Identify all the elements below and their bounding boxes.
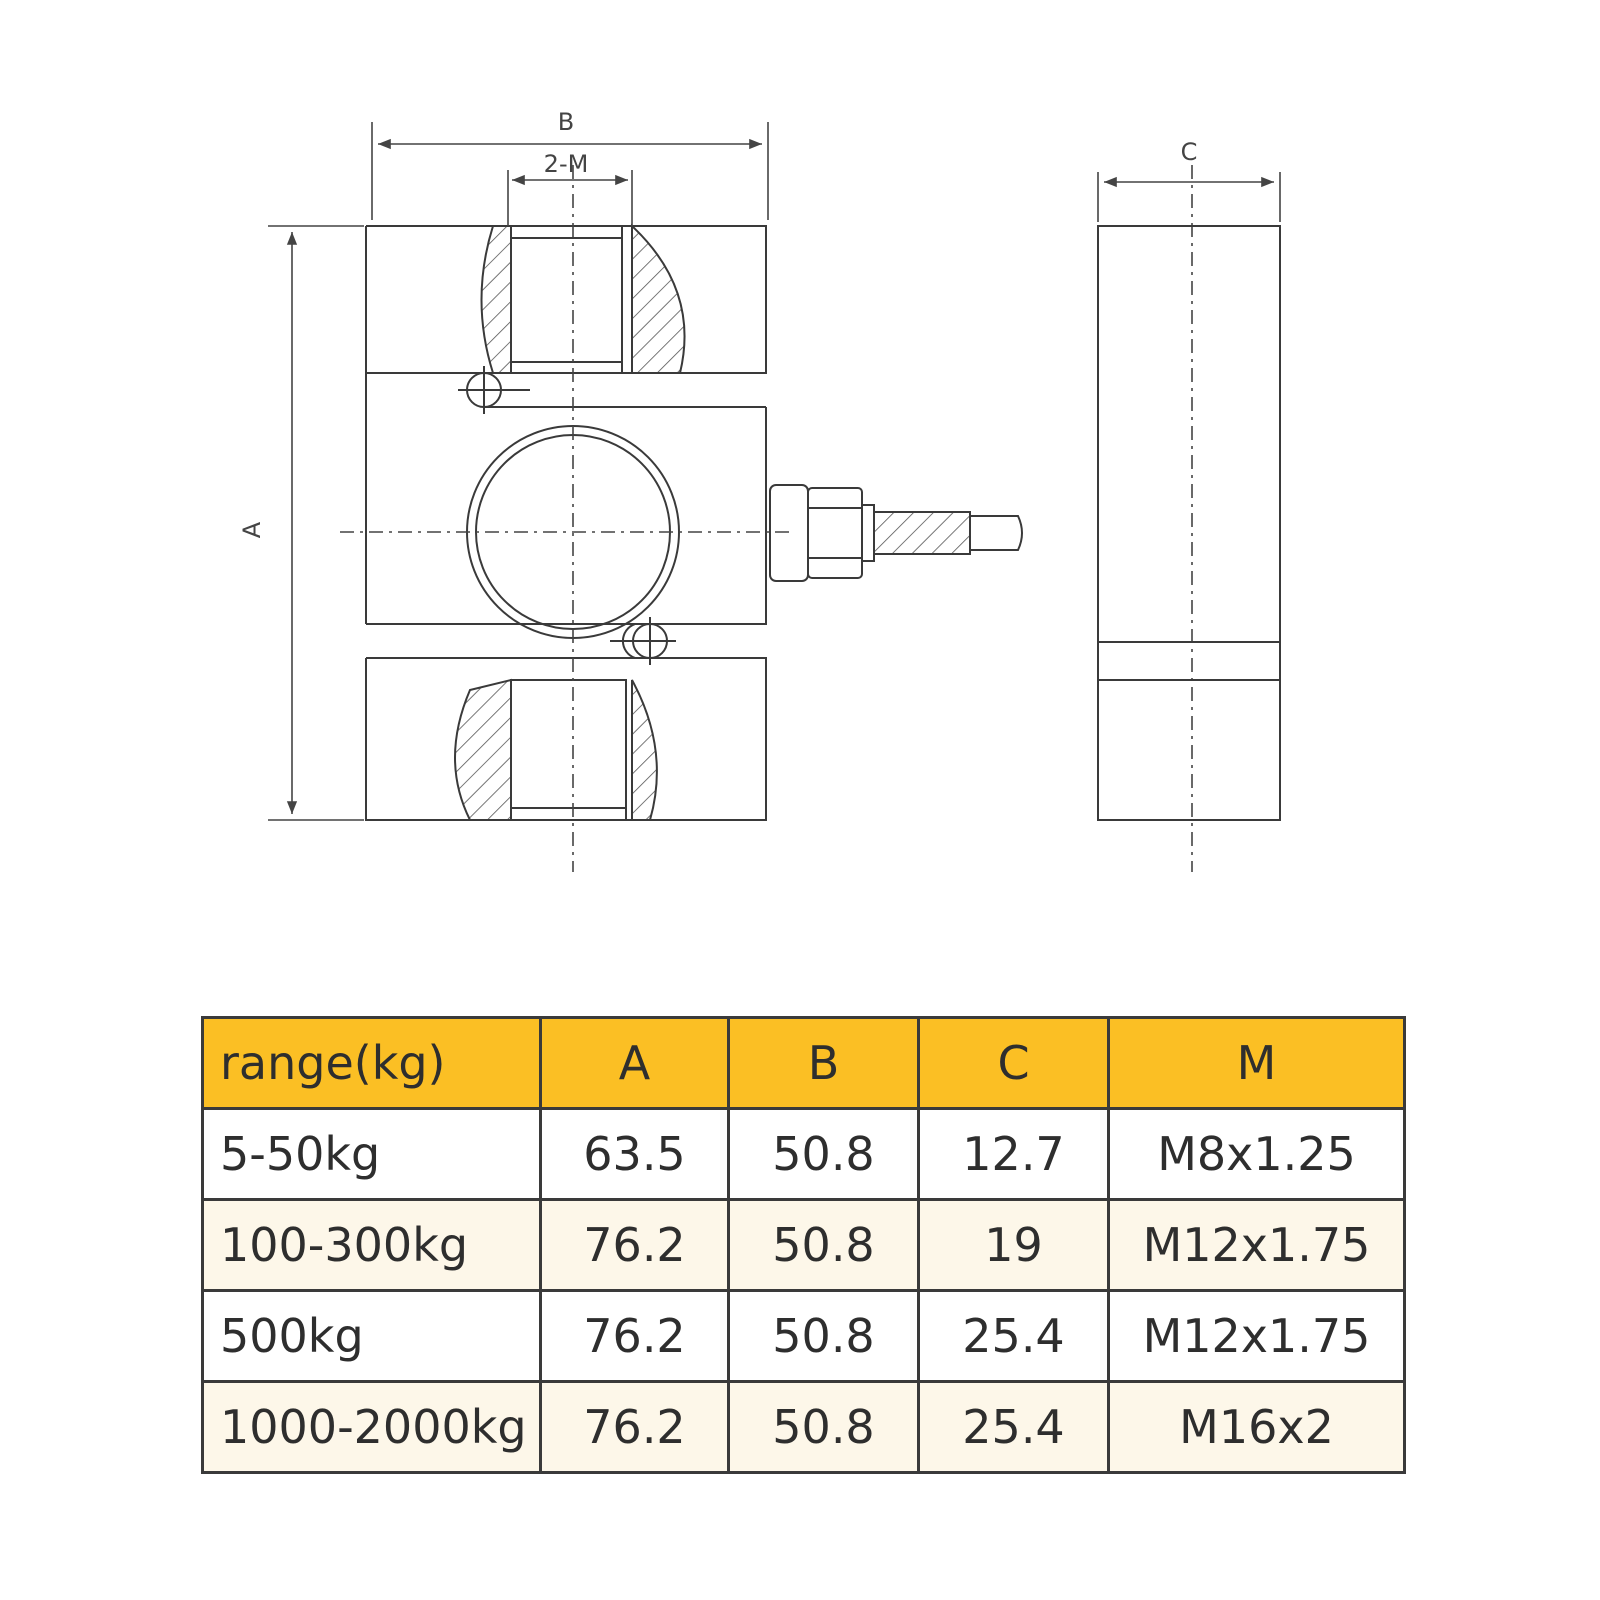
cell-a: 76.2 bbox=[541, 1382, 729, 1473]
dim-label-a: A bbox=[238, 521, 266, 539]
header-m: M bbox=[1109, 1018, 1405, 1109]
cable-gland bbox=[770, 485, 1022, 581]
cell-range: 500kg bbox=[203, 1291, 541, 1382]
cell-c: 25.4 bbox=[919, 1382, 1109, 1473]
dim-label-2m: 2-M bbox=[543, 150, 589, 178]
table-header-row bbox=[203, 1018, 1405, 1109]
dimension-a bbox=[268, 226, 364, 820]
table-row bbox=[203, 1200, 1405, 1291]
cell-a: 63.5 bbox=[541, 1109, 729, 1200]
cell-b: 50.8 bbox=[729, 1200, 919, 1291]
bottom-thread-hatch bbox=[455, 680, 657, 820]
cell-c: 12.7 bbox=[919, 1109, 1109, 1200]
s-body-outline bbox=[366, 226, 766, 820]
dim-label-c: C bbox=[1180, 138, 1198, 166]
cell-c: 19 bbox=[919, 1200, 1109, 1291]
cell-range: 100-300kg bbox=[203, 1200, 541, 1291]
cell-m: M8x1.25 bbox=[1109, 1109, 1405, 1200]
cell-b: 50.8 bbox=[729, 1291, 919, 1382]
dimension-2m bbox=[508, 170, 632, 226]
header-range: range(kg) bbox=[203, 1018, 541, 1109]
cell-range: 5-50kg bbox=[203, 1109, 541, 1200]
header-a: A bbox=[541, 1018, 729, 1109]
cell-a: 76.2 bbox=[541, 1200, 729, 1291]
cell-b: 50.8 bbox=[729, 1109, 919, 1200]
header-c: C bbox=[919, 1018, 1109, 1109]
cell-m: M12x1.75 bbox=[1109, 1200, 1405, 1291]
table-row bbox=[203, 1109, 1405, 1200]
top-thread-hatch bbox=[482, 226, 685, 373]
cell-range: 1000-2000kg bbox=[203, 1382, 541, 1473]
cell-m: M16x2 bbox=[1109, 1382, 1405, 1473]
table-row bbox=[203, 1291, 1405, 1382]
side-view bbox=[1098, 226, 1280, 820]
dim-label-b: B bbox=[557, 108, 575, 136]
table-row bbox=[203, 1382, 1405, 1473]
cell-a: 76.2 bbox=[541, 1291, 729, 1382]
specification-table bbox=[201, 1016, 1406, 1474]
slot-end-markers bbox=[458, 366, 676, 665]
front-view bbox=[366, 226, 766, 820]
cell-m: M12x1.75 bbox=[1109, 1291, 1405, 1382]
cell-b: 50.8 bbox=[729, 1382, 919, 1473]
header-b: B bbox=[729, 1018, 919, 1109]
dimension-c bbox=[1098, 172, 1280, 222]
cell-c: 25.4 bbox=[919, 1291, 1109, 1382]
